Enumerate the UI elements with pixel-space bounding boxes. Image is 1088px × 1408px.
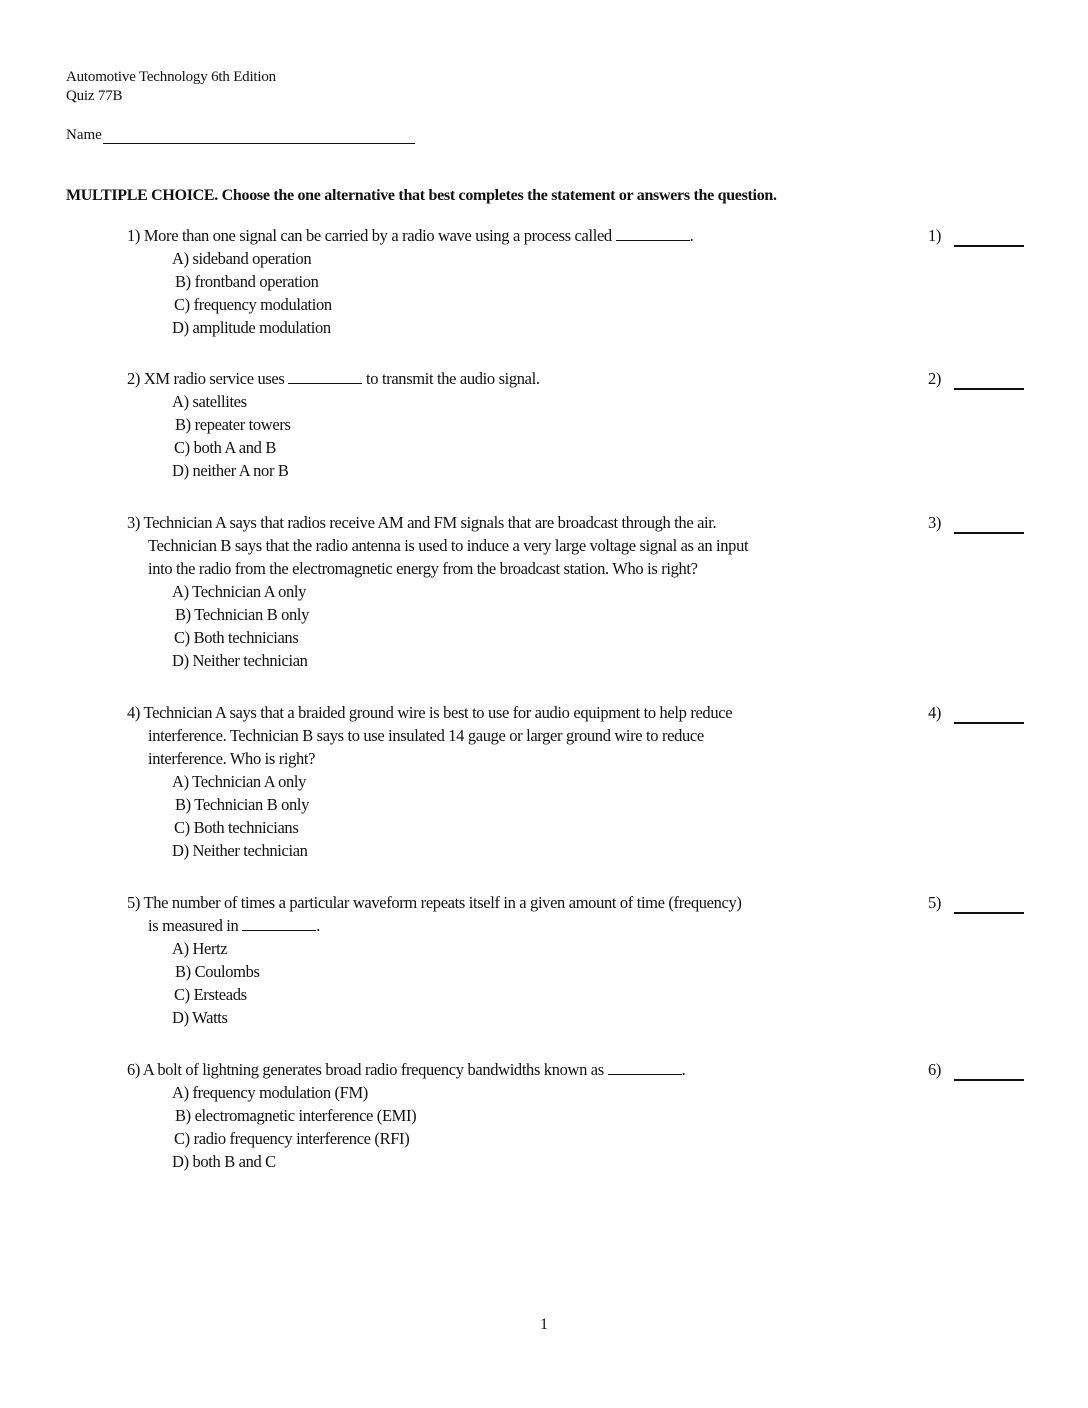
option-a[interactable]: A) frequency modulation (FM): [172, 1083, 368, 1102]
options-list: [172, 390, 1057, 482]
answer-line[interactable]: [954, 517, 1024, 534]
option-c[interactable]: C) frequency modulation: [174, 295, 332, 314]
option-a[interactable]: A) Hertz: [172, 939, 228, 958]
answer-slot: [928, 1058, 1024, 1081]
options-list: [172, 247, 1057, 339]
stem-text: .: [681, 1060, 686, 1079]
option-a[interactable]: A) Technician A only: [172, 772, 307, 791]
question-stem: [127, 511, 907, 580]
page-number: 1: [540, 1316, 548, 1333]
answer-line[interactable]: [954, 230, 1024, 247]
question-2: [127, 367, 1057, 482]
answer-slot: [928, 511, 1024, 534]
option-b[interactable]: B) Coulombs: [175, 962, 260, 981]
stem-text: Technician B says that the radio antenna is used to induce a very large voltage signal as an input: [148, 536, 749, 555]
option-b[interactable]: B) Technician B only: [175, 795, 310, 814]
answer-line[interactable]: [954, 1064, 1024, 1081]
answer-slot: [928, 891, 1024, 914]
options-list: [172, 770, 1057, 862]
answer-label: 2): [928, 369, 942, 388]
question-stem: [127, 1058, 907, 1081]
option-d[interactable]: D) Watts: [172, 1008, 228, 1027]
stem-text: .: [316, 916, 320, 935]
question-number: 6): [127, 1060, 141, 1079]
answer-slot: [928, 701, 1024, 724]
stem-text: .: [689, 226, 694, 245]
option-b[interactable]: B) Technician B only: [175, 605, 310, 624]
answer-line[interactable]: [954, 897, 1024, 914]
stem-text: Technician A says that radios receive AM and FM signals that are broadcast through the air.: [143, 513, 717, 532]
question-number: 2): [127, 369, 141, 388]
question-number: 5): [127, 893, 141, 912]
option-d[interactable]: D) both B and C: [172, 1152, 276, 1171]
option-a[interactable]: A) sideband operation: [172, 249, 312, 268]
option-c[interactable]: C) radio frequency interference (RFI): [174, 1129, 410, 1148]
stem-text: Technician A says that a braided ground wire is best to use for audio equipment to help reduce: [143, 703, 733, 722]
options-list: [172, 937, 1057, 1029]
instructions: MULTIPLE CHOICE. Choose the one alternative that best completes the statement or answers the question.: [66, 187, 777, 204]
answer-label: 6): [928, 1060, 942, 1079]
question-6: [127, 1058, 1057, 1173]
answer-label: 4): [928, 703, 942, 722]
question-3: [127, 511, 1057, 672]
option-c[interactable]: C) Both technicians: [174, 628, 299, 647]
question-stem: [127, 891, 907, 937]
name-input-line[interactable]: [103, 127, 415, 144]
question-number: 4): [127, 703, 141, 722]
option-a[interactable]: A) satellites: [172, 392, 247, 411]
option-d[interactable]: D) Neither technician: [172, 841, 308, 860]
fill-blank: [616, 225, 690, 241]
option-d[interactable]: D) neither A nor B: [172, 461, 289, 480]
answer-line[interactable]: [954, 707, 1024, 724]
stem-text: More than one signal can be carried by a radio wave using a process called: [143, 226, 612, 245]
question-stem: [127, 701, 907, 770]
quiz-title: Quiz 77B: [66, 88, 123, 104]
answer-label: 3): [928, 513, 942, 532]
stem-text: interference. Technician B says to use insulated 14 gauge or larger ground wire to reduce: [148, 726, 704, 745]
stem-continuation: [127, 914, 907, 937]
answer-label: 1): [928, 226, 942, 245]
stem-text: to transmit the audio signal.: [366, 369, 540, 388]
answer-slot: [928, 367, 1024, 390]
options-list: [172, 580, 1057, 672]
option-c[interactable]: C) Ersteads: [174, 985, 247, 1004]
name-label: Name: [66, 127, 102, 143]
answer-line[interactable]: [954, 373, 1024, 390]
question-1: [127, 224, 1057, 339]
question-number: 1): [127, 226, 141, 245]
stem-text: into the radio from the electromagnetic energy from the broadcast station. Who is right?: [148, 559, 698, 578]
option-b[interactable]: B) electromagnetic interference (EMI): [175, 1106, 417, 1125]
question-stem: [127, 367, 907, 390]
fill-blank: [288, 368, 362, 384]
course-title: Automotive Technology 6th Edition: [66, 69, 276, 85]
question-4: [127, 701, 1057, 862]
question-stem: [127, 224, 907, 247]
fill-blank: [608, 1059, 682, 1075]
stem-text: The number of times a particular waveform repeats itself in a given amount of time (frequency): [143, 893, 742, 912]
option-b[interactable]: B) repeater towers: [175, 415, 291, 434]
options-list: [172, 1081, 1057, 1173]
option-d[interactable]: D) Neither technician: [172, 651, 308, 670]
fill-blank: [242, 915, 316, 931]
stem-text: is measured in: [148, 916, 239, 935]
answer-slot: [928, 224, 1024, 247]
option-c[interactable]: C) both A and B: [174, 438, 277, 457]
stem-text: XM radio service uses: [143, 369, 285, 388]
stem-text: A bolt of lightning generates broad radio frequency bandwidths known as: [142, 1060, 604, 1079]
option-b[interactable]: B) frontband operation: [175, 272, 319, 291]
name-field-row: [66, 126, 415, 144]
question-number: 3): [127, 513, 141, 532]
answer-label: 5): [928, 893, 942, 912]
stem-text: interference. Who is right?: [148, 749, 316, 768]
option-a[interactable]: A) Technician A only: [172, 582, 307, 601]
option-d[interactable]: D) amplitude modulation: [172, 318, 331, 337]
question-5: [127, 891, 1057, 1029]
option-c[interactable]: C) Both technicians: [174, 818, 299, 837]
